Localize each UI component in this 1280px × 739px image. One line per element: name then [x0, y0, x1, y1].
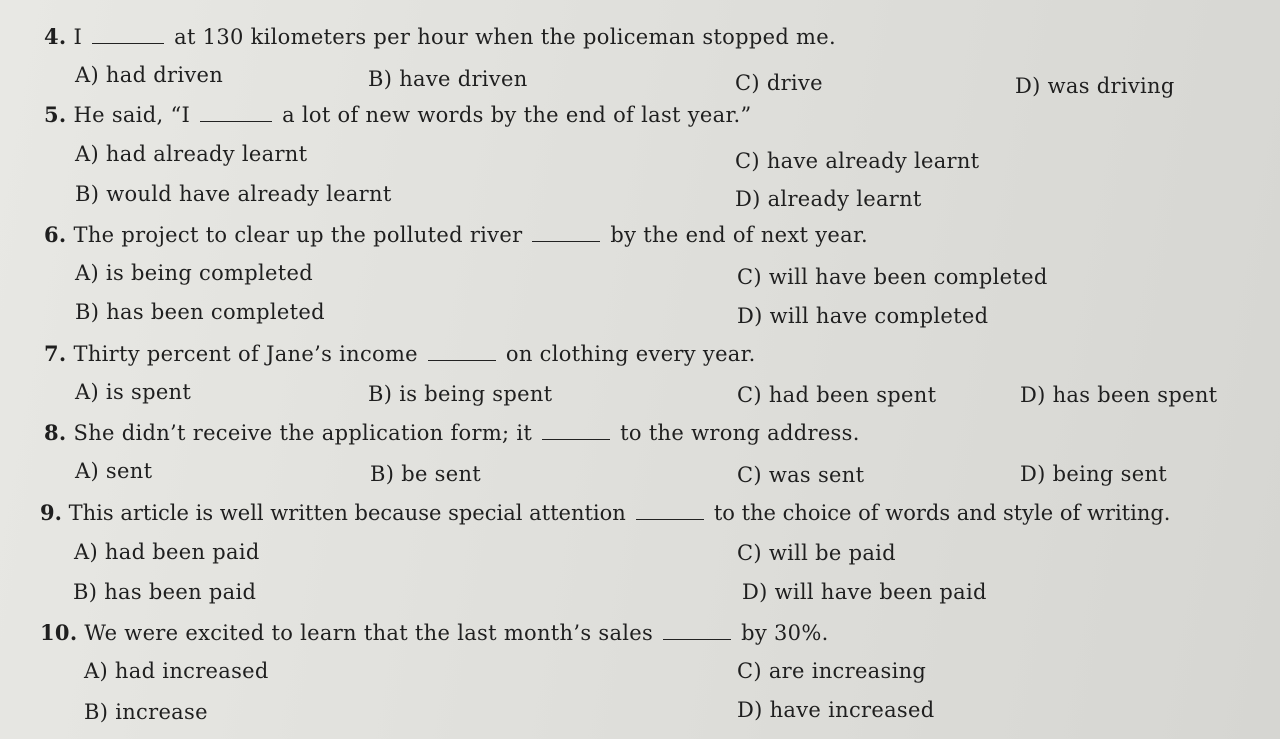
option-d[interactable]: D) already learnt: [735, 187, 922, 211]
stem-after: on clothing every year.: [505, 342, 756, 366]
option-a[interactable]: A) had driven: [75, 63, 224, 87]
option-d[interactable]: D) being sent: [1020, 462, 1168, 486]
option-d[interactable]: D) will have been paid: [742, 580, 987, 604]
question-number: 6.: [44, 222, 67, 247]
option-a[interactable]: A) had increased: [84, 659, 269, 683]
option-d[interactable]: D) was driving: [1015, 74, 1175, 98]
question-8-stem: [44, 420, 860, 445]
option-b[interactable]: B) increase: [84, 700, 208, 724]
option-b[interactable]: B) have driven: [368, 67, 528, 91]
answer-blank[interactable]: [200, 103, 272, 122]
option-a[interactable]: A) sent: [75, 459, 153, 483]
question-number: 4.: [44, 24, 67, 49]
option-b[interactable]: B) has been completed: [75, 300, 325, 324]
question-7-stem: [44, 341, 756, 366]
option-b[interactable]: B) would have already learnt: [75, 182, 392, 206]
stem-after: to the wrong address.: [620, 421, 860, 445]
question-4-stem: [44, 24, 836, 49]
option-b[interactable]: B) be sent: [370, 462, 482, 486]
answer-blank[interactable]: [542, 421, 610, 440]
option-a[interactable]: A) had already learnt: [75, 142, 308, 166]
question-number: 8.: [44, 420, 67, 445]
question-6-stem: [44, 222, 868, 247]
question-10-stem: [40, 620, 829, 645]
answer-blank[interactable]: [663, 621, 731, 640]
option-c[interactable]: C) drive: [735, 71, 823, 95]
answer-blank[interactable]: [636, 501, 704, 520]
stem-before: This article is well written because special attention: [68, 501, 626, 525]
option-b[interactable]: B) has been paid: [73, 580, 257, 604]
option-d[interactable]: D) will have completed: [737, 304, 989, 328]
question-5-stem: [44, 102, 751, 127]
answer-blank[interactable]: [428, 342, 496, 361]
option-c[interactable]: C) will be paid: [737, 541, 896, 565]
option-c[interactable]: C) had been spent: [737, 383, 937, 407]
stem-after: to the choice of words and style of writing.: [713, 501, 1171, 525]
stem-after: at 130 kilometers per hour when the policeman stopped me.: [174, 25, 836, 49]
option-a[interactable]: A) is spent: [75, 380, 192, 404]
option-a[interactable]: A) had been paid: [74, 540, 260, 564]
stem-before: We were excited to learn that the last month’s sales: [84, 621, 654, 645]
stem-before: The project to clear up the polluted river: [73, 223, 523, 247]
option-c[interactable]: C) are increasing: [737, 659, 927, 683]
option-a[interactable]: A) is being completed: [75, 261, 313, 285]
option-c[interactable]: C) was sent: [737, 463, 865, 487]
option-b[interactable]: B) is being spent: [368, 382, 553, 406]
stem-before: He said, “I: [73, 103, 191, 127]
stem-after: a lot of new words by the end of last year.”: [282, 103, 752, 127]
stem-after: by 30%.: [741, 621, 829, 645]
answer-blank[interactable]: [532, 223, 600, 242]
question-number: 9.: [40, 500, 62, 525]
question-number: 10.: [40, 620, 78, 645]
question-number: 5.: [44, 102, 67, 127]
option-c[interactable]: C) have already learnt: [735, 149, 980, 173]
stem-after: by the end of next year.: [610, 223, 868, 247]
stem-before: She didn’t receive the application form; it: [73, 421, 533, 445]
stem-before: Thirty percent of Jane’s income: [73, 342, 418, 366]
question-9-stem: [40, 500, 1170, 525]
question-number: 7.: [44, 341, 67, 366]
option-d[interactable]: D) has been spent: [1020, 383, 1218, 407]
stem-before: I: [73, 25, 83, 49]
option-c[interactable]: C) will have been completed: [737, 265, 1048, 289]
answer-blank[interactable]: [92, 25, 164, 44]
option-d[interactable]: D) have increased: [737, 698, 935, 722]
